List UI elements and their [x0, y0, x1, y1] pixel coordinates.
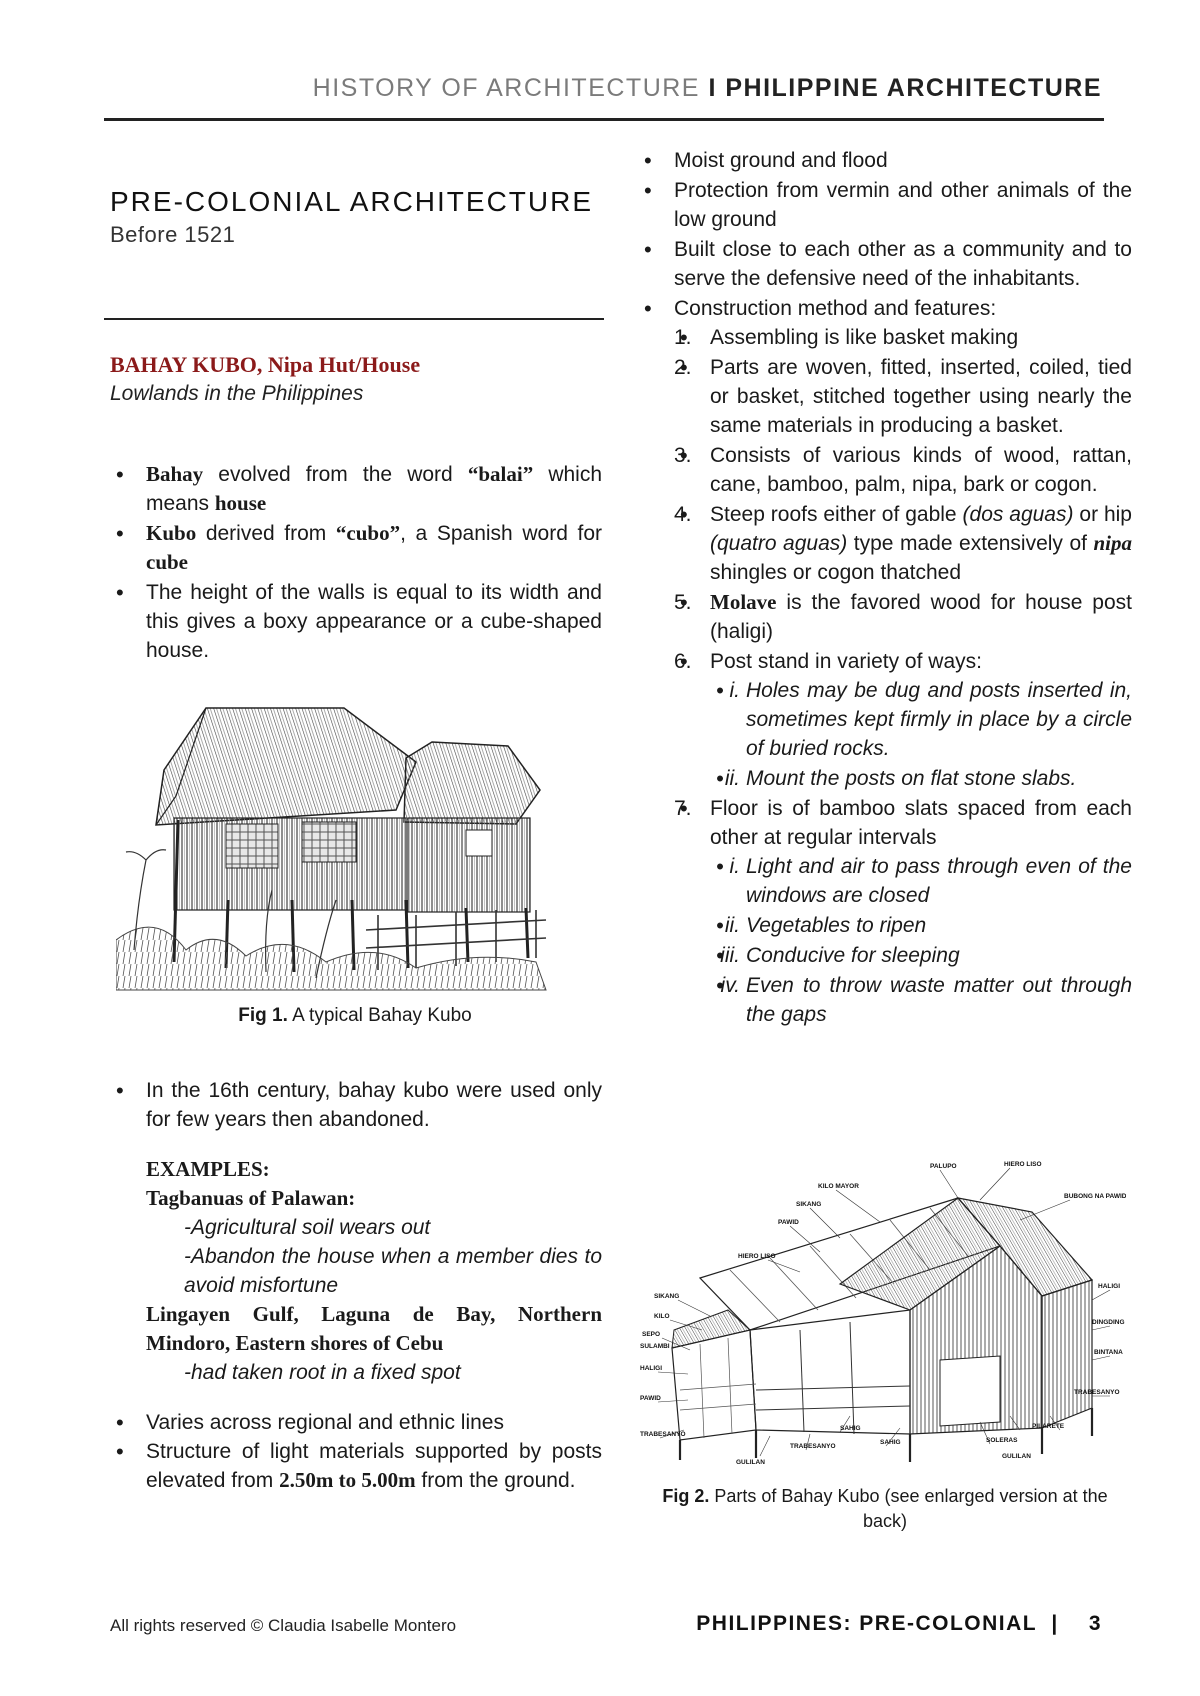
list-item: • iv. Even to throw waste matter out through the gaps [710, 971, 1132, 1029]
part-label: SAHIG [840, 1425, 861, 1432]
bahay-kubo-bullets [110, 460, 602, 666]
examples-block [146, 1155, 602, 1387]
list-item: • Built close to each other as a community and to serve the defensive need of the inhabitants. [638, 235, 1132, 293]
list-item: • Construction method and features: • 1. Assembling is like basket making • 2. Parts are woven, fitted, inserted, coiled, tied or basket, stitched together using nearly the same materials in producing a basket. • 3. Consists of various kinds of wood, rattan, cane, bamboo, palm, nipa, bark or cogon. • 4. Steep roofs either of gable (dos aguas) or hip (quatro aguas) type made extensively of nipa shingles or cogon thatched • 5. Molave is the favored wood for house post (haligi) • 6. Post stand in variety of ways: • i. Holes may be dug and posts inserted in, sometimes kept firmly in place by a circle of buried rocks. • ii. Mount the posts on flat stone slabs. • 7. Floor is of bamboo slats spaced from each other at regular intervals • i. Light and air to pass through even of the windows are closed • ii. Vegetables to ripen • iii. Conducive for sleeping • iv. Even to throw waste matter out through the gaps [638, 294, 1132, 1029]
section-title: PRE-COLONIAL ARCHITECTURE [110, 186, 594, 217]
construction-features-list [674, 323, 1132, 1029]
part-label: HIERO LISO [738, 1253, 776, 1260]
part-label: PILARETE [1032, 1423, 1065, 1430]
post-methods-list [710, 676, 1132, 793]
part-label: SULAMBI [640, 1343, 670, 1350]
list-item: • ii. Vegetables to ripen [710, 911, 1132, 940]
part-label: BUBONG NA PAWID [1064, 1193, 1126, 1200]
part-label: HALIGI [640, 1365, 663, 1372]
part-label: PAWID [640, 1395, 661, 1402]
part-label: SIKANG [654, 1293, 680, 1300]
part-label: SIKANG [796, 1201, 822, 1208]
list-item: • 5. Molave is the favored wood for house post (haligi) [674, 588, 1132, 646]
page-footer [696, 1612, 1102, 1636]
list-item: • Moist ground and flood [638, 146, 1132, 175]
part-label: PALUPO [930, 1163, 957, 1170]
list-item: • Protection from vermin and other animals of the low ground [638, 176, 1132, 234]
part-label: GULILAN [736, 1459, 765, 1466]
header-divider [104, 118, 1104, 121]
part-label: HIERO LISO [1004, 1161, 1042, 1168]
floor-purposes-list [710, 852, 1132, 1029]
bahay-kubo-title: BAHAY KUBO, Nipa Hut/House [110, 352, 421, 377]
header-separator: I [708, 74, 717, 102]
features-bullets [638, 146, 1132, 1030]
figure-2-caption: Fig 2. Parts of Bahay Kubo (see enlarged version at the back) [662, 1486, 1108, 1531]
page-header [313, 74, 1102, 103]
part-label: KILO MAYOR [818, 1183, 859, 1190]
figure-1-caption: Fig 1. A typical Bahay Kubo [238, 1005, 472, 1026]
copyright-notice: All rights reserved © Claudia Isabelle Montero [110, 1616, 457, 1635]
part-label: TRABESANYO [640, 1431, 686, 1438]
part-label: KILO [654, 1313, 670, 1320]
list-item: • 3. Consists of various kinds of wood, rattan, cane, bamboo, palm, nipa, bark or cogon. [674, 441, 1132, 499]
part-label: HALIGI [1098, 1283, 1121, 1290]
header-course-title: HISTORY OF ARCHITECTURE [312, 74, 700, 102]
bahay-kubo-parts-diagram [640, 1160, 1126, 1474]
history-bullets [110, 1076, 602, 1134]
section-subtitle: Before 1521 [110, 222, 236, 247]
header-topic-title: PHILIPPINE ARCHITECTURE [725, 74, 1102, 102]
part-label: SAHIG [880, 1439, 901, 1446]
list-item: • iii. Conducive for sleeping [710, 941, 1132, 970]
part-label: SOLERAS [986, 1437, 1018, 1444]
part-label: GULILAN [1002, 1453, 1031, 1460]
part-label: BINTANA [1094, 1349, 1123, 1356]
list-item: • 1. Assembling is like basket making [674, 323, 1132, 352]
bahay-kubo-illustration [116, 700, 584, 996]
list-item: • Structure of light materials supported by posts elevated from 2.50m to 5.00m from the ground. [110, 1437, 602, 1495]
part-label: PAWID [778, 1219, 799, 1226]
page-number: 3 [1088, 1612, 1102, 1635]
structure-bullets [110, 1408, 602, 1495]
footer-section: PHILIPPINES: PRE-COLONIAL | [696, 1612, 1059, 1635]
example-item: -had taken root in a fixed spot [184, 1361, 461, 1384]
list-item: • Bahay evolved from the word “balai” which means house [110, 460, 602, 518]
list-item: • ii. Mount the posts on flat stone slabs. [710, 764, 1132, 793]
example-group-title: Tagbanuas of Palawan: [146, 1186, 356, 1210]
example-group-title: Lingayen Gulf, Laguna de Bay, Northern Mindoro, Eastern shores of Cebu [146, 1302, 602, 1355]
list-item: • In the 16th century, bahay kubo were used only for few years then abandoned. [110, 1076, 602, 1134]
list-item: • i. Light and air to pass through even of the windows are closed [710, 852, 1132, 910]
part-label: DINGDING [1092, 1319, 1125, 1326]
list-item: • i. Holes may be dug and posts inserted in, sometimes kept firmly in place by a circle of buried rocks. [710, 676, 1132, 763]
part-label: TRABESANYO [790, 1443, 836, 1450]
list-item: • 4. Steep roofs either of gable (dos aguas) or hip (quatro aguas) type made extensively of nipa shingles or cogon thatched [674, 500, 1132, 587]
list-item: • 2. Parts are woven, fitted, inserted, coiled, tied or basket, stitched together using nearly the same materials in producing a basket. [674, 353, 1132, 440]
list-item: • 6. Post stand in variety of ways: • i. Holes may be dug and posts inserted in, sometimes kept firmly in place by a circle of buried rocks. • ii. Mount the posts on flat stone slabs. [674, 647, 1132, 793]
list-item: • Varies across regional and ethnic lines [110, 1408, 602, 1437]
part-label: SEPO [642, 1331, 661, 1338]
examples-heading: EXAMPLES: [146, 1157, 270, 1181]
bahay-kubo-subtitle: Lowlands in the Philippines [110, 382, 364, 405]
section-divider [104, 318, 604, 320]
list-item: • The height of the walls is equal to its width and this gives a boxy appearance or a cube-shaped house. [110, 578, 602, 665]
example-item: -Abandon the house when a member dies to avoid misfortune [184, 1245, 602, 1297]
list-item: • 7. Floor is of bamboo slats spaced from each other at regular intervals • i. Light and air to pass through even of the windows are closed • ii. Vegetables to ripen • iii. Conducive for sleeping • iv. Even to throw waste matter out through the gaps [674, 794, 1132, 1029]
example-item: -Agricultural soil wears out [184, 1216, 431, 1239]
part-label: TRABESANYO [1074, 1389, 1120, 1396]
list-item: • Kubo derived from “cubo”, a Spanish word for cube [110, 519, 602, 577]
